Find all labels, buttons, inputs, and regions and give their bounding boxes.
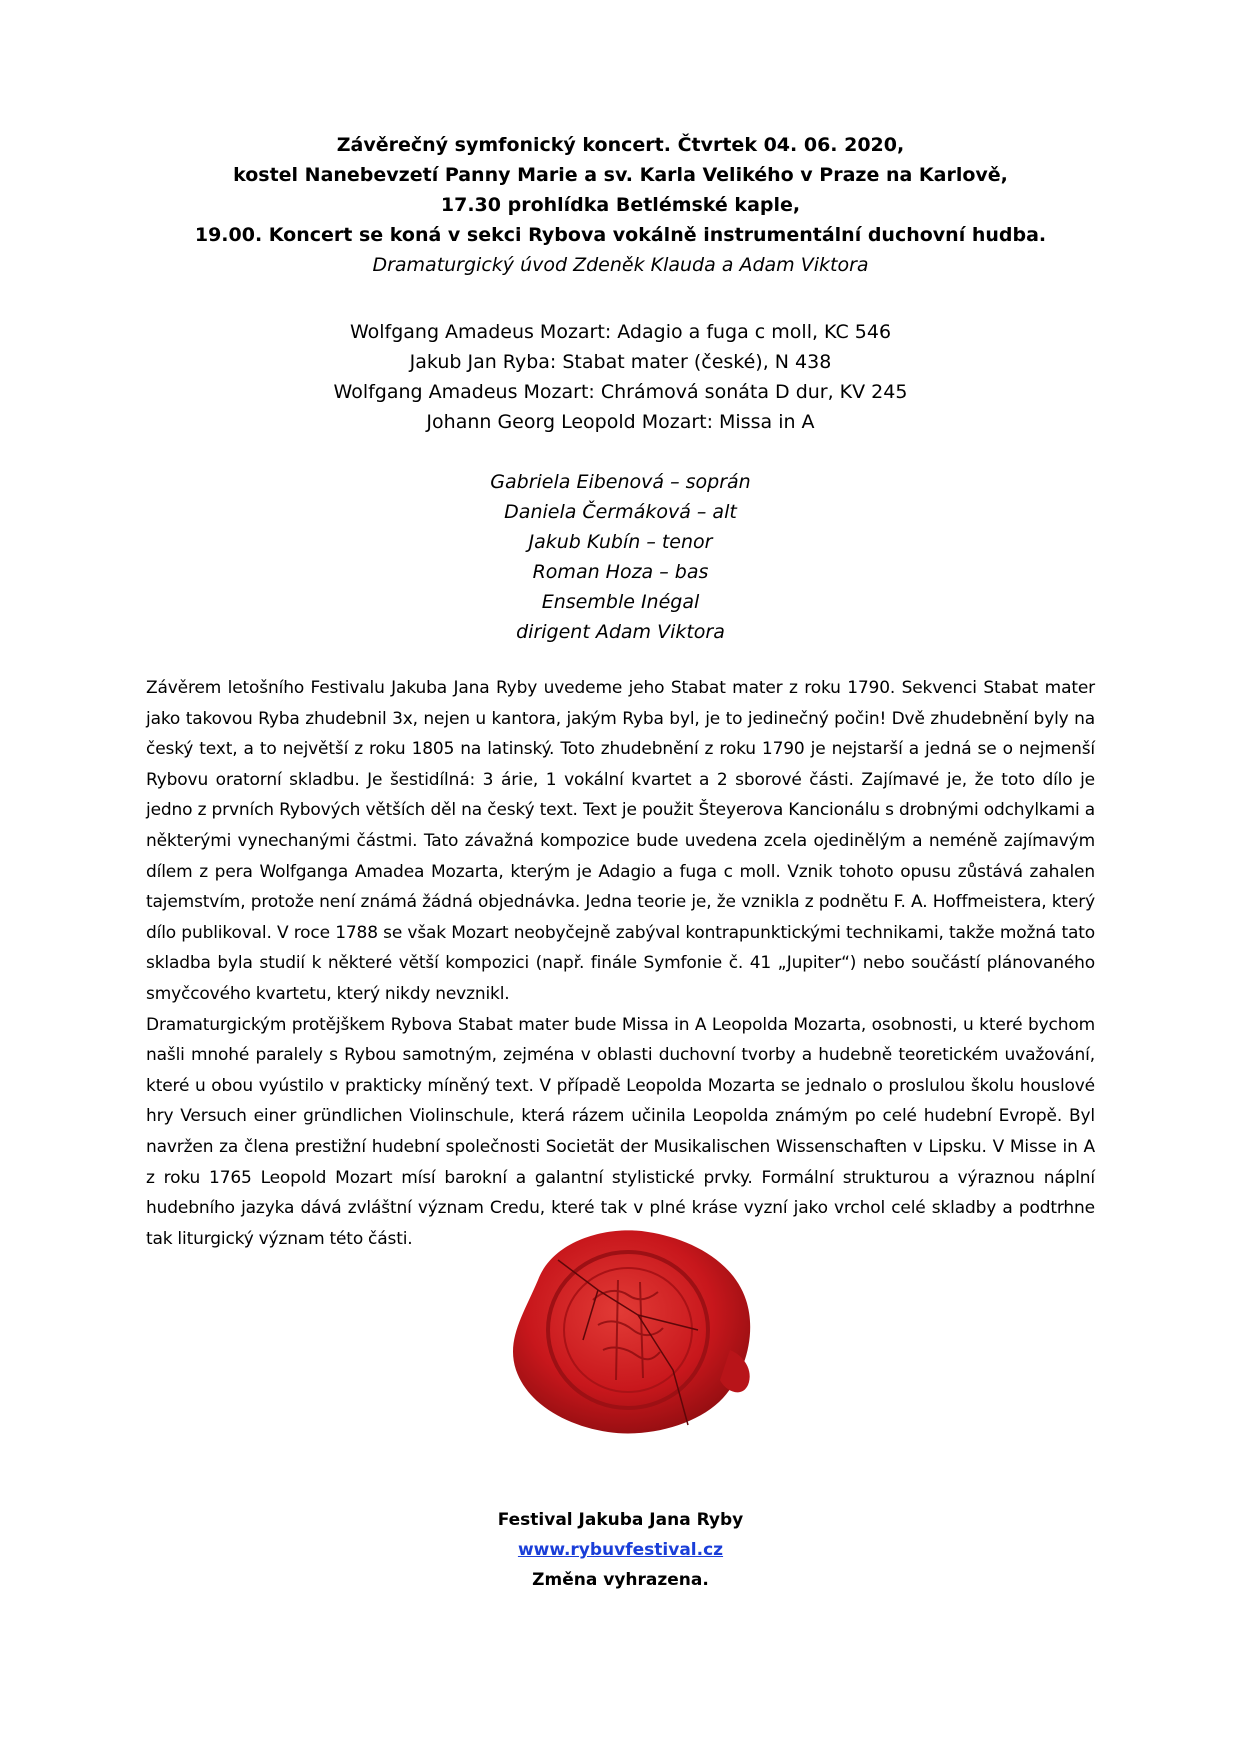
performer-item: Roman Hoza – bas [532,561,709,583]
performer-item: Jakub Kubín – tenor [528,531,713,553]
program-item: Johann Georg Leopold Mozart: Missa in A [426,411,815,433]
program-item: Wolfgang Amadeus Mozart: Adagio a fuga c moll, KC 546 [349,321,892,343]
performer-item: Ensemble Inégal [541,591,700,613]
header-concert-time: 19.00. Koncert se koná v sekci Rybova vokálně instrumentální duchovní hudba. [194,224,1047,246]
performer-item: dirigent Adam Viktora [516,621,725,643]
performer-item: Gabriela Eibenová – soprán [490,471,751,493]
footer [0,1505,1241,1595]
description-text [146,673,1095,1254]
festival-name: Festival Jakuba Jana Ryby [497,1510,744,1530]
program-item: Jakub Jan Ryba: Stabat mater (české), N 438 [409,351,832,373]
performers-list [0,467,1241,647]
header-intro: Dramaturgický úvod Zdeněk Klauda a Adam Viktora [372,254,869,276]
festival-website-link[interactable]: www.rybuvfestival.cz [517,1540,724,1560]
header-tour: 17.30 prohlídka Betlémské kaple, [440,194,801,216]
performer-item: Daniela Čermáková – alt [504,501,737,523]
program-item: Wolfgang Amadeus Mozart: Chrámová sonáta D dur, KV 245 [333,381,908,403]
change-notice: Změna vyhrazena. [532,1570,709,1590]
concert-header [0,130,1241,280]
header-title: Závěrečný symfonický koncert. Čtvrtek 04. 06. 2020, [336,134,905,156]
paragraph-stabat-mater: Závěrem letošního Festivalu Jakuba Jana Ryby uvedeme jeho Stabat mater z roku 1790. Sekvenci Stabat mater jako takovou Ryba zhudebnil 3x, nejen u kantora, jakým Ryba byl, je to jedinečný počin! Dvě zhudebnění byly na český text, a to největší z roku 1805 na latinský. Toto zhudebnění z roku 1790 je nejstarší a jedná se o nejmenší Rybovu oratorní skladbu. Je šestidílná: 3 árie, 1 vokální kvartet a 2 sborové části. Zajímavé je, že toto dílo je jedno z prvních Rybových větších děl na český text. Text je použit Šteyerova Kancionálu s drobnými odchylkami a některými vynechanými částmi. Tato závažná kompozice bude uvedena zcela ojedinělým a neméně zajímavým dílem z pera Wolfganga Amadea Mozarta, kterým je Adagio a fuga c moll. Vznik tohoto opusu zůstává zahalen tajemstvím, protože není známá žádná objednávka. Jedna teorie je, že vznikla z podnětu F. A. Hoffmeistera, který dílo publikoval. V roce 1788 se však Mozart neobyčejně zabýval kontrapunktickými technikami, takže možná tato skladba byla studií k některé větší kompozici (např. finále Symfonie č. 41 „Jupiter“) nebo součástí plánovaného smyčcového kvartetu, který nikdy nevznikl. [146,678,1095,1004]
program-list [0,317,1241,437]
paragraph-missa: Dramaturgickým protějškem Rybova Stabat mater bude Missa in A Leopolda Mozarta, osobnosti, u které bychom našli mnohé paralely s Rybou samotným, zejména v oblasti duchovní tvorby a hudebně teoretickém uvažování, které u obou vyústilo v prakticky míněný text. V případě Leopolda Mozarta se jednalo o proslulou školu houslové hry Versuch einer gründlichen Violinschule, která rázem učinila Leopolda známým po celé hudební Evropě. Byl navržen za člena prestižní hudební společnosti Societät der Musikalischen Wissenschaften v Lipsku. V Misse in A z roku 1765 Leopold Mozart mísí barokní a galantní stylistické prvky. Formální strukturou a výraznou náplní hudebního jazyka dává zvláštní význam Credu, které tak v plné kráse vyzní jako vrchol celé skladby a podtrhne tak liturgický význam této části. [146,1014,1095,1249]
wax-seal-icon [498,1220,758,1440]
header-venue: kostel Nanebevzetí Panny Marie a sv. Karla Velikého v Praze na Karlově, [233,164,1008,186]
